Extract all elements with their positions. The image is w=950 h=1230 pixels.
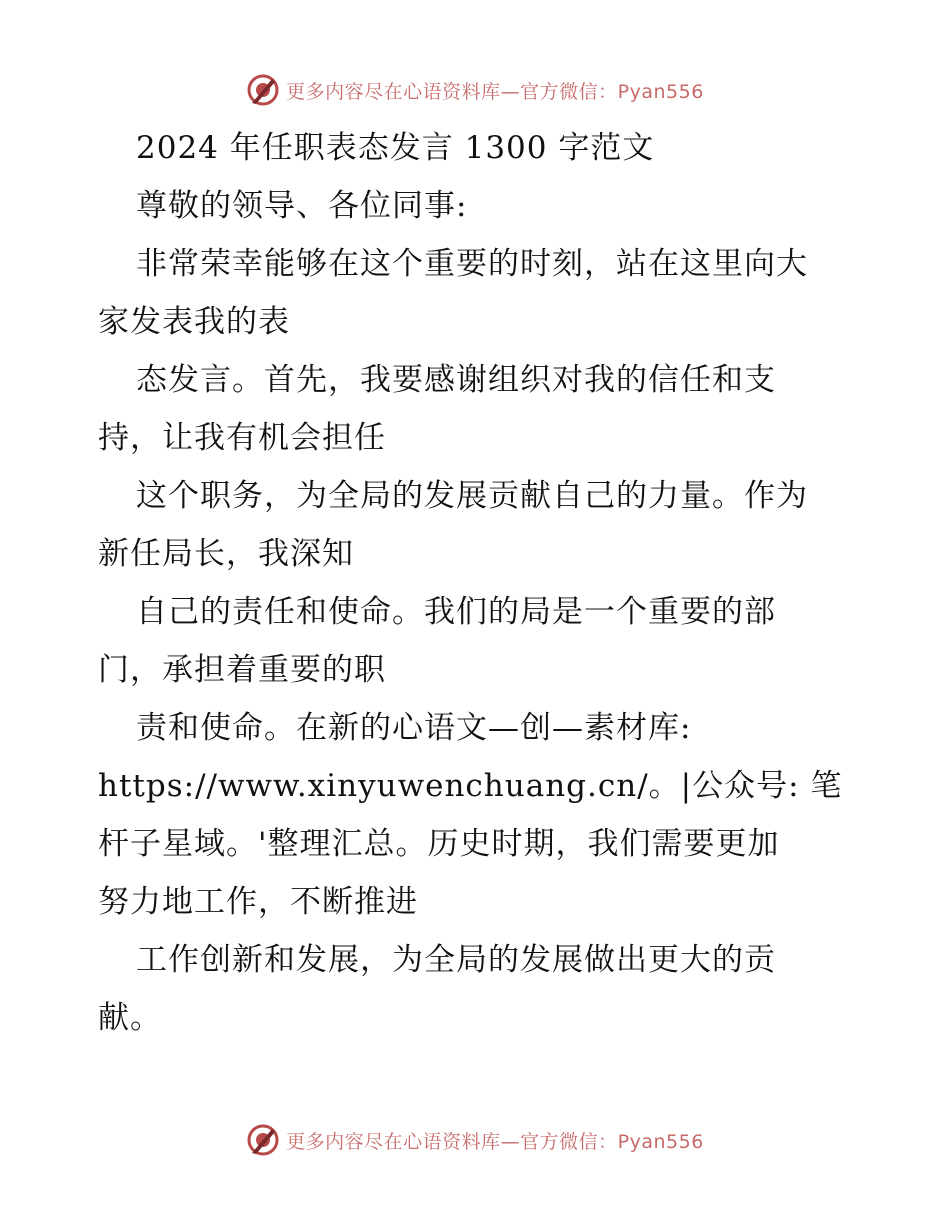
paragraph-line: 门，承担着重要的职 <box>98 652 386 688</box>
footer-banner <box>0 1120 950 1160</box>
header-banner <box>0 70 950 110</box>
paragraph-line: 持，让我有机会担任 <box>98 420 386 456</box>
quill-seal-icon <box>246 1123 280 1157</box>
paragraph-line: 态发言。首先，我要感谢组织对我的信任和支 <box>136 362 776 398</box>
paragraph-line: 责和使命。在新的心语文—创—素材库: <box>136 710 692 746</box>
paragraph-line: 这个职务，为全局的发展贡献自己的力量。作为 <box>136 478 808 514</box>
paragraph-line: 杆子星域。'整理汇总。历史时期，我们需要更加 <box>98 826 780 862</box>
document-body <box>98 119 868 1047</box>
document-title: 2024 年任职表态发言 1300 字范文 <box>136 130 655 166</box>
footer-banner-text: 更多内容尽在心语资料库—官方微信：Pyan556 <box>286 1130 704 1153</box>
paragraph-line: 新任局长，我深知 <box>98 536 354 572</box>
header-banner-text: 更多内容尽在心语资料库—官方微信：Pyan556 <box>286 80 704 103</box>
paragraph-line: 自己的责任和使命。我们的局是一个重要的部 <box>136 594 776 630</box>
quill-seal-icon <box>246 73 280 107</box>
salutation: 尊敬的领导、各位同事: <box>136 188 468 224</box>
paragraph-line: 工作创新和发展，为全局的发展做出更大的贡 <box>136 942 776 978</box>
paragraph-line: 努力地工作，不断推进 <box>98 884 418 920</box>
paragraph-line: 献。 <box>98 1000 162 1036</box>
paragraph-line: 家发表我的表 <box>98 304 290 340</box>
paragraph-line: https://www.xinyuwenchuang.cn/。|公众号: 笔 <box>98 768 843 804</box>
paragraph-line: 非常荣幸能够在这个重要的时刻，站在这里向大 <box>136 246 808 282</box>
